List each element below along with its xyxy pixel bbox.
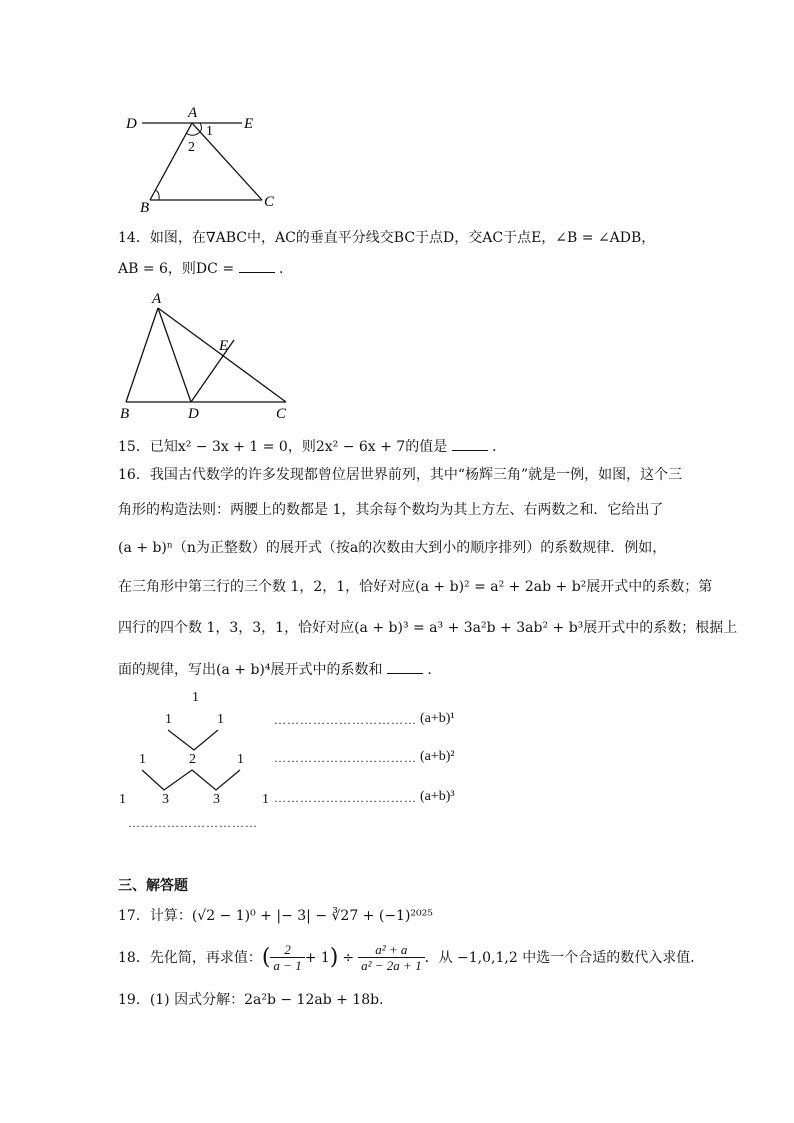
- fraction-1-numerator: 2: [270, 942, 304, 958]
- q16-line1: 16．我国古代数学的许多发现都曾位居世界前列，其中“杨辉三角”就是一例，如图，这个三: [118, 467, 683, 483]
- connector-row2: [168, 730, 218, 750]
- angle-arc-1: [200, 123, 202, 132]
- label-C: C: [276, 406, 287, 422]
- answer-blank-q16: [387, 659, 423, 674]
- answer-blank-q15: [452, 436, 488, 451]
- q16-line6-text: 面的规律，写出(a + b)⁴展开式中的系数和: [118, 662, 383, 678]
- segment-AC: [158, 308, 286, 402]
- q18-lead: 18．先化简，再求值：: [118, 949, 262, 966]
- q14-line2-text: AB = 6，则DC =: [118, 261, 235, 277]
- label-1: 1: [206, 124, 213, 139]
- label-E: E: [244, 116, 254, 132]
- triangle-row3-num2: 2: [189, 752, 196, 767]
- figure-q14-triangle: [112, 288, 302, 423]
- plus-one: + 1: [304, 949, 330, 966]
- label-C: C: [264, 194, 275, 210]
- fraction-1-denominator: a − 1: [273, 958, 302, 973]
- angle-arc-B: [155, 190, 159, 200]
- paren-close: ): [329, 944, 339, 970]
- row-label-power2: (a+b)²: [420, 749, 455, 764]
- connector-row3-left: [142, 770, 192, 790]
- triangle-row2-num2: 1: [217, 712, 224, 727]
- q16-line5: 四行的四个数 1，3，3，1，恰好对应(a + b)³ = a³ + 3a²b + 3ab² + b³展开式中的系数；根据上: [118, 620, 738, 636]
- fraction-2-numerator: a² + a: [358, 942, 424, 958]
- q14-line1: 14．如图，在∇ABC中，AC的垂直平分线交BC于点D，交AC于点E，∠B = ∠ADB，: [118, 230, 656, 246]
- triangle-row3-num1: 1: [139, 752, 146, 767]
- leader-dots-row4: ……………………………: [274, 791, 417, 805]
- connector-row3-right: [192, 770, 240, 790]
- q16-line6-end: ．: [427, 662, 442, 678]
- fraction-2-denominator: a² − 2a + 1: [361, 958, 422, 973]
- yanghui-triangle-figure: [110, 690, 480, 840]
- label-D: D: [126, 116, 137, 132]
- segment-AC: [192, 123, 262, 200]
- triangle-row2-num1: 1: [165, 712, 172, 727]
- q15: [118, 436, 506, 457]
- segment-AB: [150, 123, 192, 200]
- triangle-row3-num3: 1: [237, 752, 244, 767]
- q14-line2-end: ．: [278, 261, 293, 277]
- triangle-row1-num1: 1: [192, 690, 199, 705]
- q18: [118, 942, 704, 973]
- angle-arc-2: [186, 132, 200, 135]
- q16-line2: 角形的构造法则：两腰上的数都是 1，其余每个数均为其上方左、右两数之和．它给出了: [118, 502, 664, 518]
- label-A: A: [188, 105, 198, 121]
- leader-dots-row3: ……………………………: [274, 751, 417, 765]
- triangle-row4-num4: 1: [262, 792, 269, 807]
- label-A: A: [152, 291, 162, 307]
- segment-AB: [126, 308, 158, 402]
- section-title: 三、解答题: [118, 878, 188, 894]
- label-B: B: [140, 200, 150, 215]
- fraction-1: [270, 942, 304, 973]
- q15-text: 15．已知x² − 3x + 1 = 0，则2x² − 6x + 7的值是: [118, 439, 448, 455]
- label-E: E: [219, 338, 229, 354]
- q17: 17．计算：(√2 − 1)⁰ + |− 3| − ∛27 + (−1)²⁰²⁵: [118, 908, 433, 924]
- q16-line6: [118, 659, 441, 680]
- segment-AD: [158, 308, 191, 402]
- label-D: D: [188, 406, 199, 422]
- triangle-continuation-dots: …………………………: [128, 816, 258, 830]
- label-B: B: [120, 406, 130, 422]
- q16-line4: 在三角形中第三行的三个数 1，2，1，恰好对应(a + b)² = a² + 2ab + b²展开式中的系数；第: [118, 579, 713, 595]
- q16-line3: (a + b)ⁿ（n为正整数）的展开式（按a的次数由大到小的顺序排列）的系数规律．例如，: [118, 540, 667, 556]
- q14-line2: [118, 258, 293, 279]
- leader-dots-row2: ……………………………: [274, 713, 417, 727]
- answer-blank-q14: [239, 258, 275, 273]
- q15-end: ．: [492, 439, 507, 455]
- paren-open: (: [261, 944, 271, 970]
- triangle-row4-num2: 3: [162, 792, 169, 807]
- fraction-2: [358, 942, 424, 973]
- q19: 19．(1) 因式分解：2a²b − 12ab + 18b．: [118, 992, 394, 1008]
- label-2: 2: [188, 140, 195, 155]
- triangle-row4-num1: 1: [119, 792, 126, 807]
- row-label-power3: (a+b)³: [420, 789, 455, 804]
- triangle-row4-num3: 3: [213, 792, 220, 807]
- figure-q13-parallel-triangle: [120, 100, 290, 215]
- q18-tail: ．从 −1,0,1,2 中选一个合适的数代入求值．: [424, 949, 705, 966]
- division-sign: ÷: [342, 949, 355, 966]
- row-label-power1: (a+b)¹: [420, 711, 455, 726]
